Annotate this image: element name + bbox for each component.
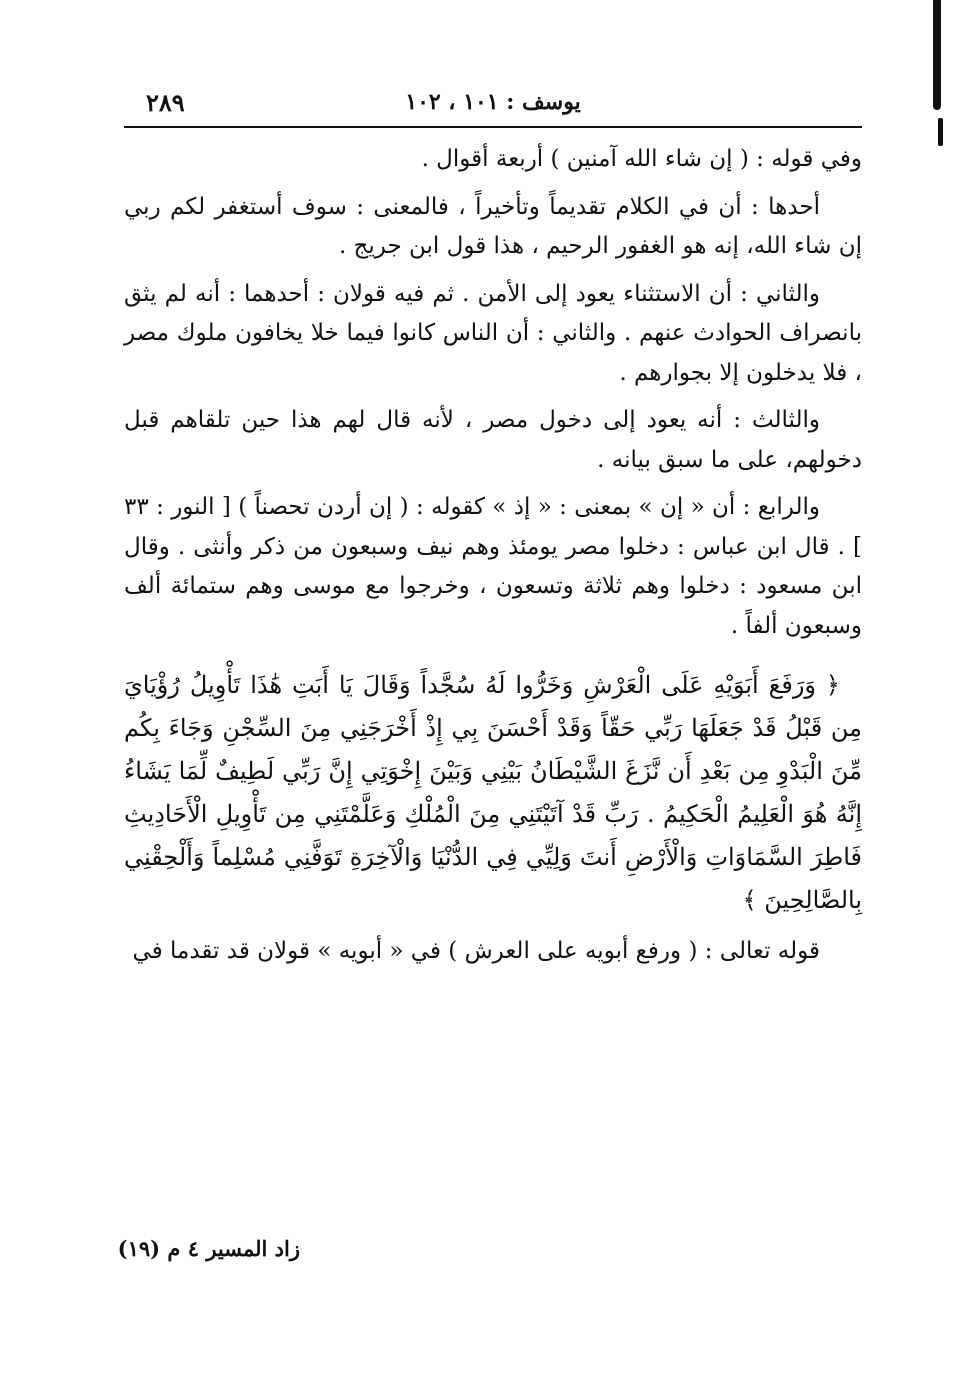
paragraph-commentary: قوله تعالى : ( ورفع أبويه على العرش ) في « أبويه » قولان قد تقدما في bbox=[132, 938, 820, 964]
page-number: ٢٨٩ bbox=[146, 87, 185, 117]
quran-verse: ﴿ وَرَفَعَ أَبَوَيْهِ عَلَى الْعَرْشِ وَخَرُّوا لَهُ سُجَّداً وَقَالَ يَا أَبَتِ هَٰذَا تَأْوِيلُ رُؤْيَايَ مِن قَبْلُ قَدْ جَعَلَهَا رَبِّي حَقّاً وَقَدْ أَحْسَنَ بِي إِذْ أَخْرَجَنِي مِنَ السِّجْنِ وَجَاءَ بِكُم مِّنَ الْبَدْوِ مِن بَعْدِ أَن نَّزَغَ الشَّيْطَانُ بَيْنِي وَبَيْنَ إِخْوَتِي إِنَّ رَبِّي لَطِيفٌ لِّمَا يَشَاءُ إِنَّهُ هُوَ الْعَلِيمُ الْحَكِيمُ . رَبِّ قَدْ آتَيْتَنِي مِنَ الْمُلْكِ وَعَلَّمْتَنِي مِن تَأْوِيلِ الْأَحَادِيثِ فَاطِرَ السَّمَاوَاتِ وَالْأَرْضِ أَنتَ وَلِيِّي فِي الدُّنْيَا وَالْآخِرَةِ تَوَفَّنِي مُسْلِماً وَأَلْحِقْنِي بِالصَّالِحِينَ ﴾ bbox=[124, 671, 862, 914]
paragraph-intro: وفي قوله : ( إن شاء الله آمنين ) أربعة أقوال . bbox=[421, 146, 862, 172]
page-body bbox=[124, 140, 862, 980]
scan-edge-tick bbox=[938, 118, 943, 146]
paragraph-first-opinion: أحدها : أن في الكلام تقديماً وتأخيراً ، فالمعنى : سوف أستغفر لكم ربي إن شاء الله، إنه هو الغفور الرحيم ، هذا قول ابن جريج . bbox=[124, 193, 862, 259]
header-rule bbox=[124, 126, 862, 128]
paragraph-fourth-opinion: والرابع : أن « إن » بمعنى : « إذ » كقوله : ( إن أردن تحصناً ) [ النور : ٣٣ ] . قال ابن عباس : دخلوا مصر يومئذ وهم نيف وسبعون من ذكر وأنثى . وقال ابن مسعود : دخلوا وهم ثلاثة وتسعون ، وخرجوا مع موسى وهم ستمائة ألف وسبعون ألفاً . bbox=[124, 494, 862, 639]
signature-footer: زاد المسير ٤ م (١٩) bbox=[117, 1236, 300, 1261]
paragraph-second-opinion: والثاني : أن الاستثناء يعود إلى الأمن . ثم فيه قولان : أحدهما : أنه لم يثق بانصراف الحوادث عنهم . والثاني : أن الناس كانوا فيما خلا يخافون ملوك مصر ، فلا يدخلون إلا بجوارهم . bbox=[124, 280, 862, 386]
scan-edge-mark bbox=[933, 0, 941, 110]
paragraph-third-opinion: والثالث : أنه يعود إلى دخول مصر ، لأنه قال لهم هذا حين تلقاهم قبل دخولهم، على ما سبق بيانه . bbox=[124, 407, 862, 473]
page-header bbox=[124, 82, 862, 122]
running-title: يوسف : ١٠١ ، ١٠٢ bbox=[405, 89, 581, 115]
